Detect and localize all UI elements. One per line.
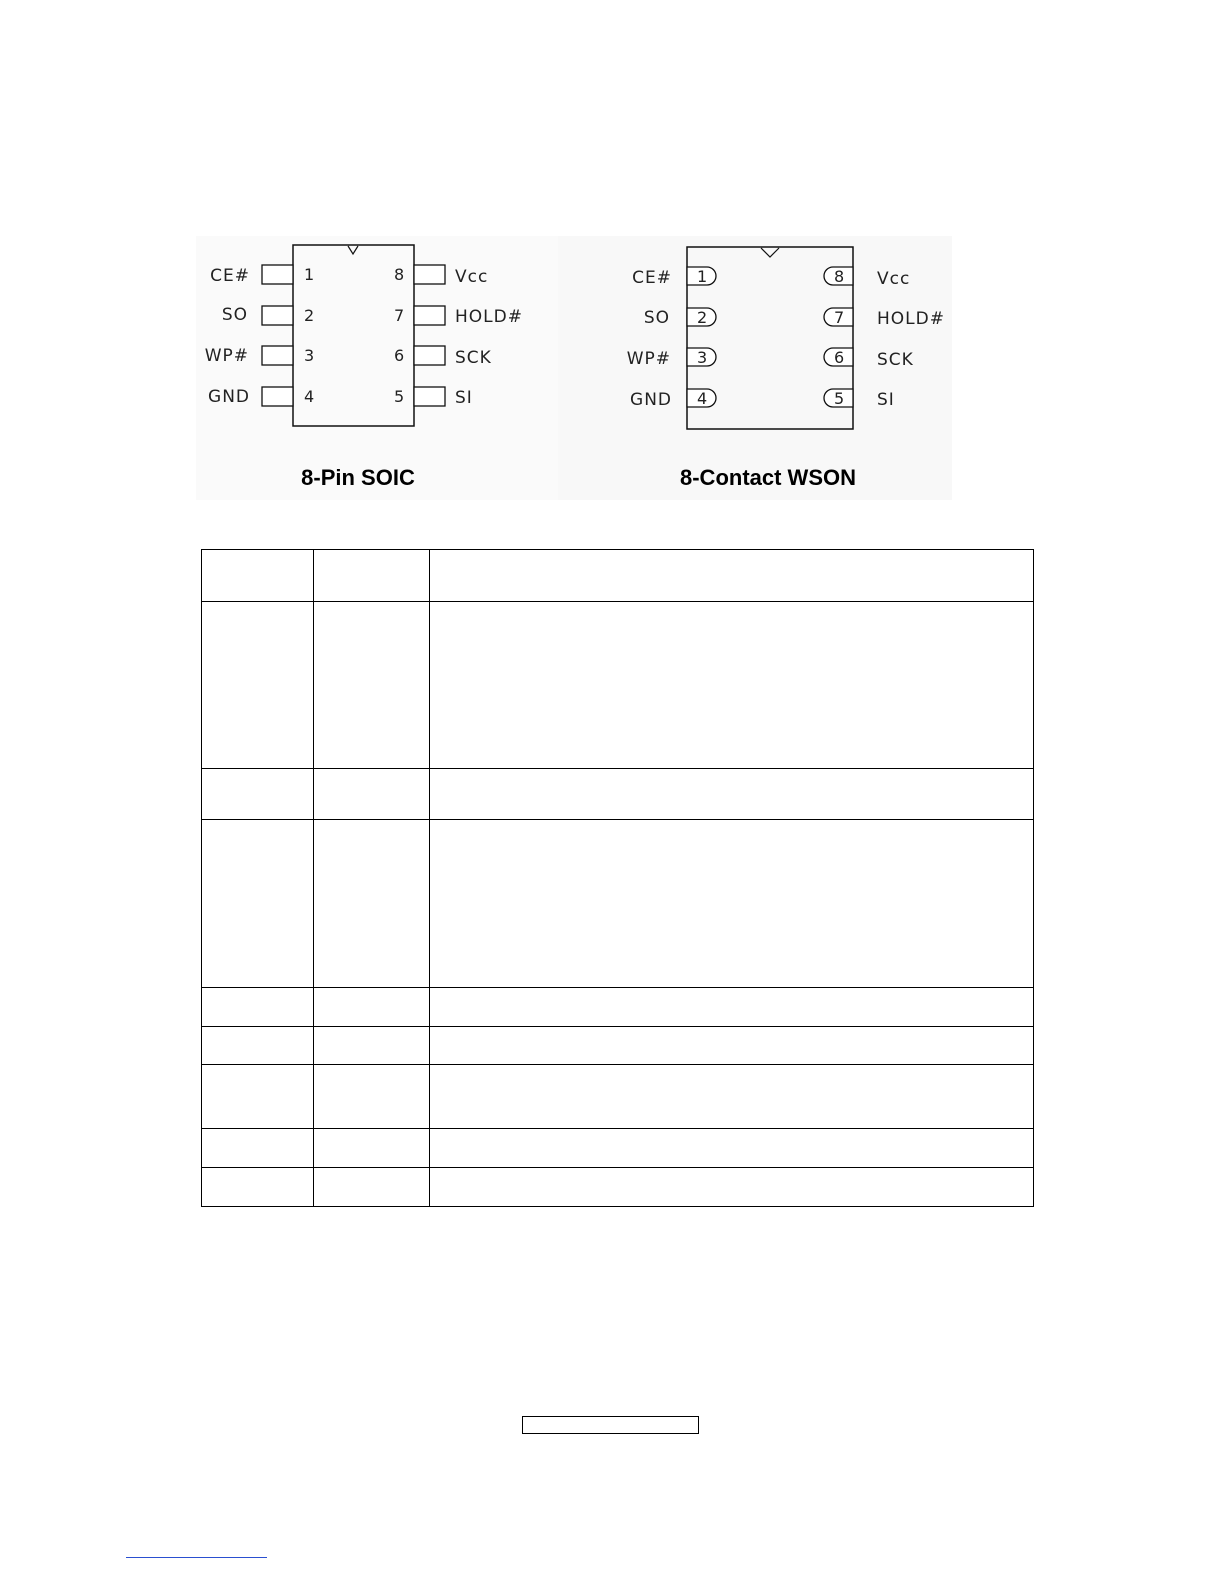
soic-pin-label: GND [208, 387, 250, 407]
soic-pin-label: SCK [455, 348, 492, 368]
soic-pin-number: 8 [394, 265, 405, 284]
table-cell [430, 769, 1034, 820]
table-cell [202, 550, 314, 602]
table-cell [430, 602, 1034, 769]
wson-pin-number: 7 [834, 308, 845, 327]
table-row [202, 550, 1034, 602]
table-cell [430, 1168, 1034, 1207]
footer-link-underline[interactable] [126, 1557, 267, 1558]
footer-box [522, 1416, 699, 1434]
soic-pin-label: WP# [204, 346, 249, 366]
soic-pin-number: 4 [304, 387, 315, 406]
wson-pin-label: Vcc [877, 269, 911, 289]
soic-left-pins [205, 265, 315, 407]
soic-pin-label: Vcc [455, 267, 489, 287]
table-cell [314, 1027, 430, 1065]
wson-notch-icon [761, 248, 779, 257]
table-cell [430, 1129, 1034, 1168]
table-cell [202, 1129, 314, 1168]
wson-pin-label: SO [643, 308, 670, 328]
soic-pin-number: 7 [394, 306, 405, 325]
wson-pin-number: 2 [697, 308, 708, 327]
table-cell [314, 1129, 430, 1168]
table-row [202, 820, 1034, 988]
wson-pin-number: 1 [697, 267, 708, 286]
wson-pin-label: WP# [626, 349, 671, 369]
table-row [202, 1065, 1034, 1129]
table-cell [430, 1065, 1034, 1129]
soic-pin-number: 6 [394, 346, 405, 365]
wson-pin-number: 5 [834, 389, 845, 408]
soic-pin-6 [414, 346, 445, 365]
wson-pin-number: 8 [834, 267, 845, 286]
soic-pin-5 [414, 387, 445, 406]
table-cell [314, 1065, 430, 1129]
wson-left-contacts [627, 267, 716, 410]
table-row [202, 769, 1034, 820]
pin-description-table [201, 549, 1034, 1207]
soic-pin-label: SO [221, 305, 248, 325]
soic-pin-number: 2 [304, 306, 315, 325]
wson-pin-number: 6 [834, 348, 845, 367]
wson-caption: 8-Contact WSON [680, 465, 856, 490]
soic-pin-3 [262, 346, 293, 365]
soic-pin-7 [414, 306, 445, 325]
wson-pin-number: 3 [697, 348, 708, 367]
table-cell [314, 1168, 430, 1207]
wson-pin-label: SCK [877, 350, 914, 370]
table-row [202, 1129, 1034, 1168]
table-cell [430, 988, 1034, 1027]
table-cell [202, 1065, 314, 1129]
table-cell [202, 988, 314, 1027]
soic-pin-4 [262, 387, 293, 406]
soic-pin-number: 3 [304, 346, 315, 365]
soic-pin-8 [414, 265, 445, 284]
wson-pin-label: HOLD# [877, 309, 945, 329]
table-cell [202, 1027, 314, 1065]
soic-notch-icon [348, 246, 358, 254]
table-row [202, 602, 1034, 769]
soic-pin-number: 5 [394, 387, 405, 406]
table-cell [430, 550, 1034, 602]
soic-pin-2 [262, 306, 293, 325]
table-row [202, 1027, 1034, 1065]
wson-pin-number: 4 [697, 389, 708, 408]
wson-pin-label: SI [877, 390, 895, 410]
table-row [202, 1168, 1034, 1207]
soic-pin-1 [262, 265, 293, 284]
table-cell [202, 820, 314, 988]
soic-pin-label: SI [455, 388, 473, 408]
wson-pin-label: GND [630, 390, 672, 410]
wson-right-contacts [824, 267, 945, 410]
soic-pin-label: CE# [210, 266, 250, 286]
table-cell [430, 1027, 1034, 1065]
soic-pin-label: HOLD# [455, 307, 523, 327]
soic-caption: 8-Pin SOIC [301, 465, 415, 490]
table-cell [430, 820, 1034, 988]
table-cell [202, 769, 314, 820]
soic-pin-number: 1 [304, 265, 315, 284]
table-cell [314, 988, 430, 1027]
table-cell [314, 820, 430, 988]
table-row [202, 988, 1034, 1027]
table-cell [202, 602, 314, 769]
package-diagrams [0, 0, 1224, 520]
table-cell [314, 769, 430, 820]
table-cell [314, 550, 430, 602]
table-cell [202, 1168, 314, 1207]
wson-pin-label: CE# [632, 268, 672, 288]
table-cell [314, 602, 430, 769]
